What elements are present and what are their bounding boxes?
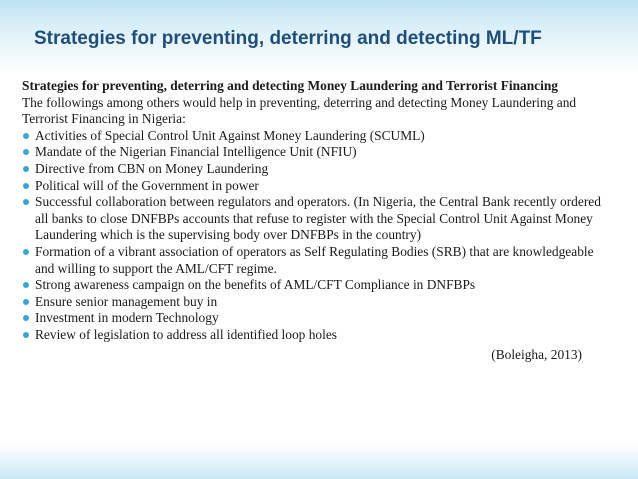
bullet-dot-icon xyxy=(23,282,29,288)
bullet-item xyxy=(22,310,612,327)
bullet-dot-icon xyxy=(23,149,29,155)
bullet-text: Successful collaboration between regulators and operators. (In Nigeria, the Central Bank recently ordered all banks to close DNFBPs accounts that refuse to register with the Special Control Unit Against Money Laundering which is the supervising body over DNFBPs in the country) xyxy=(35,194,601,243)
bullet-text: Activities of Special Control Unit Against Money Laundering (SCUML) xyxy=(35,127,425,143)
bullet-item xyxy=(22,294,612,311)
bullet-item xyxy=(22,161,612,178)
bullet-text: Mandate of the Nigerian Financial Intelligence Unit (NFIU) xyxy=(35,144,357,160)
bullet-dot-icon xyxy=(23,199,29,205)
bullet-text: Directive from CBN on Money Laundering xyxy=(35,160,269,176)
bullet-dot-icon xyxy=(23,332,29,338)
slide-content xyxy=(22,78,612,363)
bullet-item xyxy=(22,144,612,161)
bullet-text: Review of legislation to address all identified loop holes xyxy=(35,326,337,342)
citation: (Boleigha, 2013) xyxy=(491,346,582,362)
bullet-text: Strong awareness campaign on the benefits of AML/CFT Compliance in DNFBPs xyxy=(35,277,476,293)
bullet-dot-icon xyxy=(23,133,29,139)
bullet-text: Ensure senior management buy in xyxy=(35,293,218,309)
bullet-text: Investment in modern Technology xyxy=(35,310,219,326)
intro-text: The followings among others would help in preventing, deterring and detecting Money Laundering and Terrorist Financing in Nigeria: xyxy=(22,94,577,127)
slide-subtitle: Strategies for preventing, deterring and detecting Money Laundering and Terrorist Financing xyxy=(22,78,558,93)
bullet-item xyxy=(22,194,612,244)
bullet-dot-icon xyxy=(23,183,29,189)
bullet-item xyxy=(22,327,612,344)
footer-band xyxy=(0,445,638,479)
bullet-text: Political will of the Government in power xyxy=(35,177,259,193)
bullet-dot-icon xyxy=(23,299,29,305)
bullet-item xyxy=(22,277,612,294)
bullet-text: Formation of a vibrant association of operators as Self Regulating Bodies (SRB) that are knowledgeable and willing to support the AML/CFT regime. xyxy=(35,243,594,276)
bullet-item xyxy=(22,244,612,277)
bullet-item xyxy=(22,128,612,145)
bullet-dot-icon xyxy=(23,315,29,321)
bullet-list xyxy=(22,128,612,344)
slide-title: Strategies for preventing, deterring and detecting ML/TF xyxy=(34,28,542,49)
bullet-dot-icon xyxy=(23,166,29,172)
bullet-dot-icon xyxy=(23,249,29,255)
bullet-item xyxy=(22,178,612,195)
